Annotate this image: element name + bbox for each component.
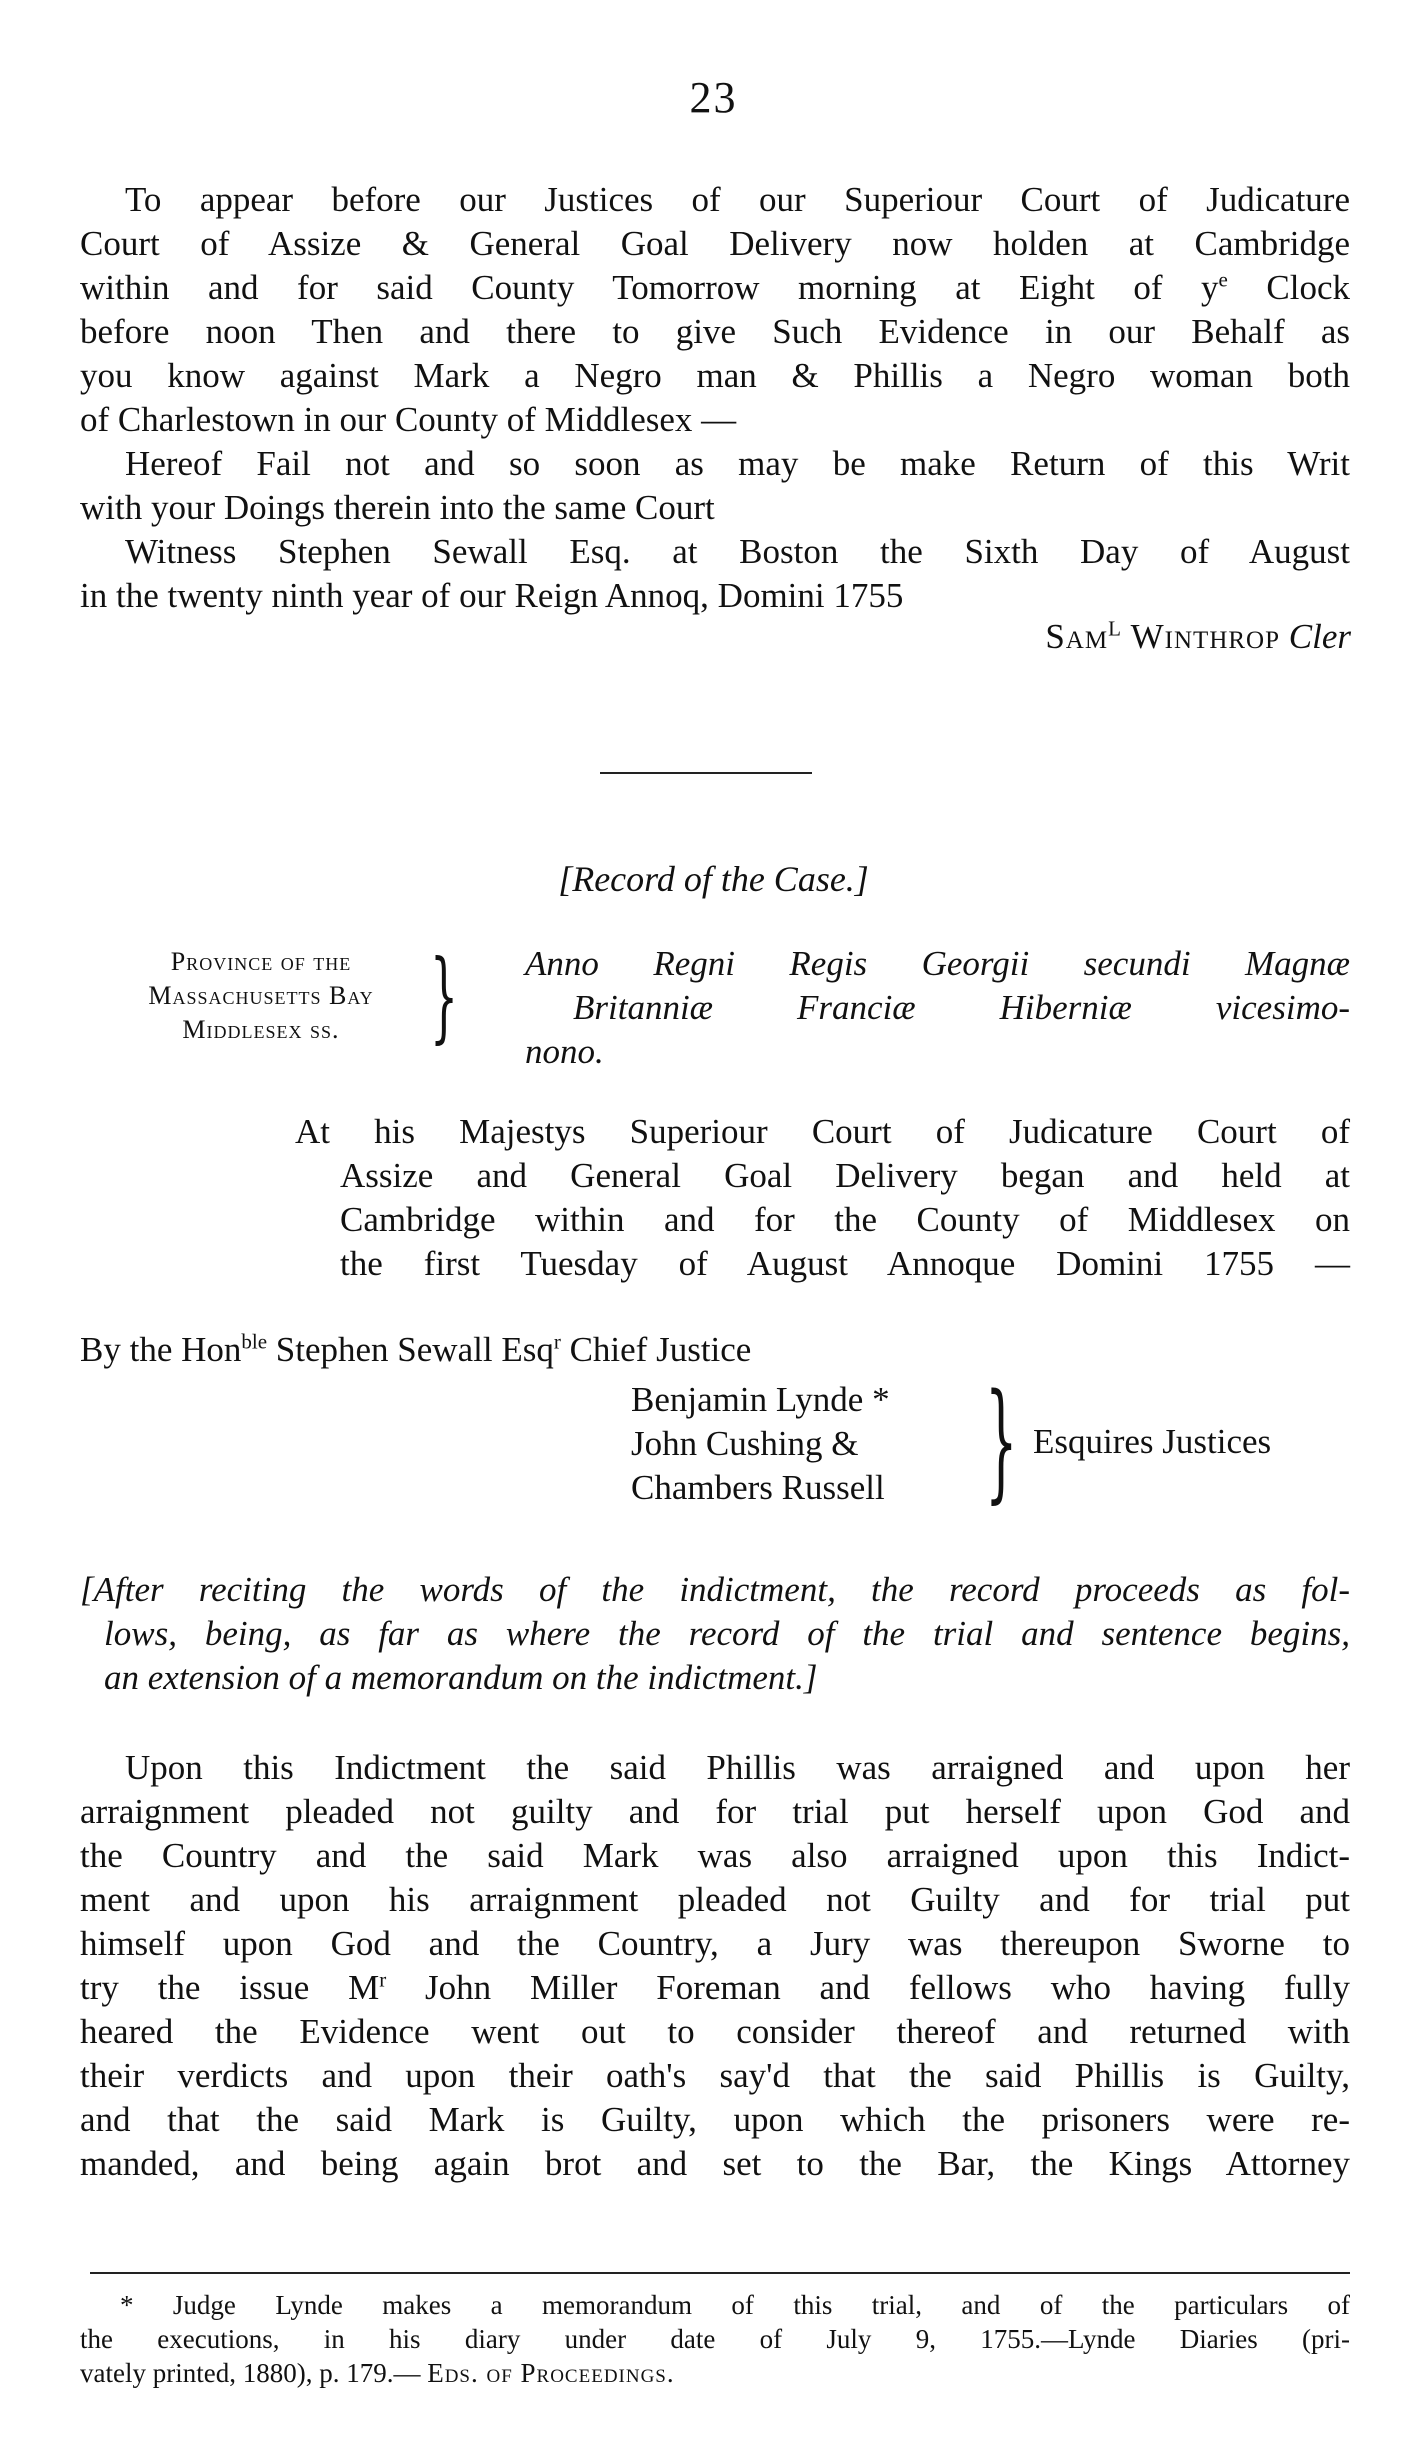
text-line: the first Tuesday of August Annoque Domini 1755 — [340,1244,1350,1283]
text-line: you know against Mark a Negro man & Phillis a Negro woman both [80,356,1350,395]
record-heading: [Record of the Case.] [558,859,869,899]
associate-justices-list [631,1378,890,1510]
text-line: heared the Evidence went out to consider thereof and returned with [80,2012,1350,2051]
text-line: arraignment pleaded not guilty and for trial put herself upon God and [80,1792,1350,1831]
court-session-paragraph [295,1110,1350,1286]
bench-chief-justice: By the Hon$^{ble}$ Stephen Sewall Esq$^r$ Chief Justice [80,1329,752,1369]
clerk-signature: Sam$^L$ Winthrop Cler [1045,616,1351,656]
anno-regni-caption [525,942,1350,1074]
text-line: manded, and being again brot and set to the Bar, the Kings Attorney [80,2144,1350,2183]
text-line: of Charlestown in our County of Middlesex — [80,400,737,439]
justice-name: Benjamin Lynde * [631,1380,890,1419]
esquires-justices-label: Esquires Justices [1033,1422,1272,1461]
text-line: Assize and General Goal Delivery began and held at [340,1156,1350,1195]
text-line: try the issue $M^r$ John Miller Foreman and fellows who having fully [80,1967,1350,2007]
text-line: Cambridge within and for the County of Middlesex on [340,1200,1350,1239]
province-caption [96,945,426,1047]
text-line: Court of Assize & General Goal Delivery now holden at Cambridge [80,224,1350,263]
text-line: [After reciting the words of the indictment, the record proceeds as fol- [80,1570,1350,1609]
text-line: himself upon God and the Country, a Jury was thereupon Sworne to [80,1924,1350,1963]
text-line: Anno Regni Regis Georgii secundi Magnæ [525,944,1350,983]
text-line: before noon Then and there to give Such Evidence in our Behalf as [80,312,1350,351]
province-line: Middlesex ss. [182,1015,340,1044]
right-brace-icon: } [985,1367,1018,1516]
text-line: with your Doings therein into the same Court [80,488,715,527]
text-line: To appear before our Justices of our Superiour Court of Judicature [125,180,1350,219]
text-line: vately printed, 1880), p. 179.— Eds. of Proceedings. [80,2358,675,2388]
text-line: an extension of a memorandum on the indictment.] [104,1658,818,1697]
text-line: the executions, in his diary under date of July 9, 1755.—Lynde Diaries (pri- [80,2324,1350,2354]
editorial-note [80,1568,1350,1700]
justice-name: Chambers Russell [631,1468,885,1507]
text-line: and that the said Mark is Guilty, upon which the prisoners were re- [80,2100,1350,2139]
text-line: Witness Stephen Sewall Esq. at Boston the Sixth Day of August [125,532,1350,571]
text-line: their verdicts and upon their oath's say'd that the said Phillis is Guilty, [80,2056,1350,2095]
text-line: nono. [525,1032,604,1071]
text-line: * Judge Lynde makes a memorandum of this trial, and of the particulars of [120,2290,1350,2320]
section-divider [600,772,812,774]
trial-paragraph [80,1746,1350,2186]
text-line: ment and upon his arraignment pleaded not Guilty and for trial put [80,1880,1350,1919]
text-line: lows, being, as far as where the record of the trial and sentence begins, [104,1614,1350,1653]
text-line: within and for said County Tomorrow morning at Eight of $y^e$ Clock [80,267,1350,307]
text-line: At his Majestys Superiour Court of Judicature Court of [295,1112,1350,1151]
province-line: Province of the [170,947,352,976]
page-number: 23 [689,73,738,122]
right-brace-icon: } [430,940,459,1054]
text-line: Hereof Fail not and so soon as may be make Return of this Writ [125,444,1350,483]
justice-name: John Cushing & [631,1424,859,1463]
text-line: in the twenty ninth year of our Reign Annoq, Domini 1755 [80,576,904,615]
text-line: Britanniæ Franciæ Hiberniæ vicesimo- [573,988,1350,1027]
footnote-divider [90,2272,1350,2274]
province-line: Massachusetts Bay [148,981,374,1010]
text-line: the Country and the said Mark was also arraigned upon this Indict- [80,1836,1350,1875]
writ-paragraph [80,178,1350,618]
text-line: Upon this Indictment the said Phillis was arraigned and upon her [125,1748,1350,1787]
footnote [80,2288,1350,2390]
